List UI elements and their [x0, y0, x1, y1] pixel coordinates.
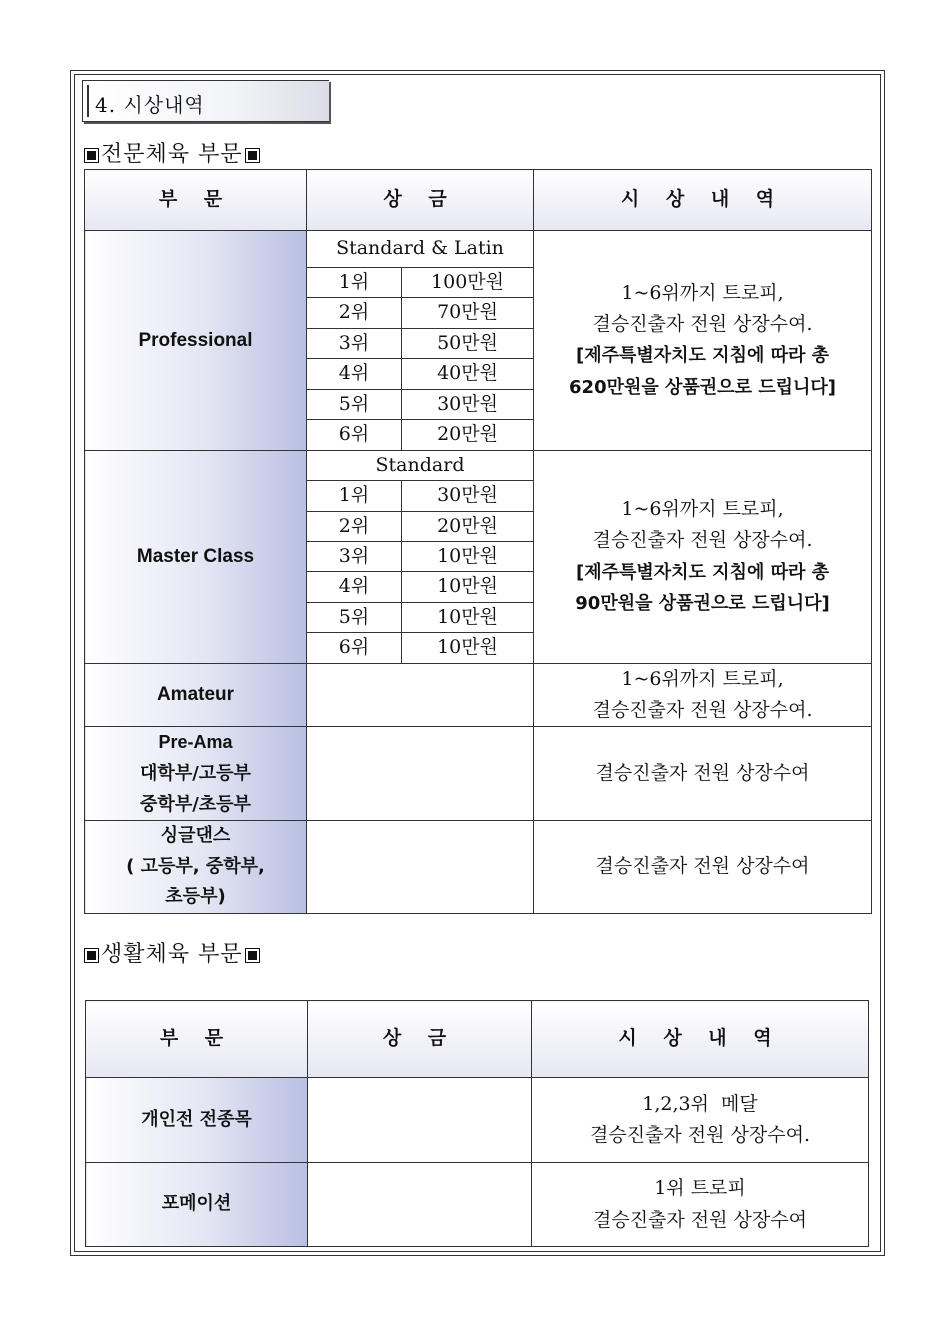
table-row	[85, 821, 872, 914]
table-row	[85, 231, 872, 268]
table-row	[85, 727, 872, 821]
life-section-heading: 생활체육 부문	[82, 937, 262, 968]
header-category: 부 문	[86, 1001, 308, 1078]
award-single-dance: 결승진출자 전원 상장수여	[534, 821, 872, 914]
table-row: 1위 30만원	[85, 481, 872, 511]
table-row: 2위 70만원	[85, 298, 872, 328]
award-pre-ama: 결승진출자 전원 상장수여	[534, 727, 872, 821]
header-award: 시 상 내 역	[532, 1001, 869, 1078]
square-bullet-icon	[245, 948, 260, 963]
award-formation: 1위 트로피 결승진출자 전원 상장수여	[532, 1163, 869, 1247]
life-awards-table	[85, 1000, 869, 1247]
category-individual: 개인전 전종목	[86, 1078, 308, 1163]
category-professional: Professional	[85, 231, 307, 451]
award-master-class: 1~6위까지 트로피, 결승진출자 전원 상장수여. [제주특별자치도 지침에 따라 총 90만원을 상품권으로 드립니다]	[534, 450, 872, 663]
header-award: 시 상 내 역	[534, 170, 872, 231]
table-row: 5위 10만원	[85, 602, 872, 632]
square-bullet-icon	[84, 948, 99, 963]
table-row	[86, 1078, 869, 1163]
table-row	[85, 663, 872, 727]
table-row: 4위 40만원	[85, 359, 872, 389]
table-header-row	[85, 170, 872, 231]
prize-empty	[307, 727, 534, 821]
table-row: 4위 10만원	[85, 572, 872, 602]
table-row	[86, 1163, 869, 1247]
award-amateur: 1~6위까지 트로피, 결승진출자 전원 상장수여.	[534, 663, 872, 727]
prize-empty	[308, 1078, 532, 1163]
square-bullet-icon	[245, 148, 260, 163]
dance-style: Standard & Latin	[307, 231, 534, 268]
pro-awards-table	[84, 169, 872, 914]
prize-empty	[307, 663, 534, 727]
table-row: 6위 10만원	[85, 633, 872, 663]
table-header-row	[86, 1001, 869, 1078]
header-category: 부 문	[85, 170, 307, 231]
pro-section-heading: 전문체육 부문	[82, 137, 262, 168]
table-row: 3위 10만원	[85, 541, 872, 571]
category-amateur: Amateur	[85, 663, 307, 727]
square-bullet-icon	[84, 148, 99, 163]
header-prize: 상 금	[307, 170, 534, 231]
header-prize: 상 금	[308, 1001, 532, 1078]
table-row: 1위 100만원	[85, 268, 872, 298]
category-pre-ama: Pre-Ama 대학부/고등부 중학부/초등부	[85, 727, 307, 821]
section-title: 4. 시상내역	[95, 93, 205, 117]
table-row: 2위 20만원	[85, 511, 872, 541]
category-master-class: Master Class	[85, 450, 307, 663]
award-professional: 1~6위까지 트로피, 결승진출자 전원 상장수여. [제주특별자치도 지침에 따라 총 620만원을 상품권으로 드립니다]	[534, 231, 872, 451]
table-row: 3위 50만원	[85, 328, 872, 358]
section-title-box	[82, 80, 329, 122]
table-row: 6위 20만원	[85, 420, 872, 450]
category-formation: 포메이션	[86, 1163, 308, 1247]
category-single-dance: 싱글댄스 ( 고등부, 중학부, 초등부)	[85, 821, 307, 914]
dance-style: Standard	[307, 450, 534, 480]
award-individual: 1,2,3위 메달 결승진출자 전원 상장수여.	[532, 1078, 869, 1163]
table-row: 5위 30만원	[85, 389, 872, 419]
prize-empty	[307, 821, 534, 914]
table-row	[85, 450, 872, 480]
prize-empty	[308, 1163, 532, 1247]
